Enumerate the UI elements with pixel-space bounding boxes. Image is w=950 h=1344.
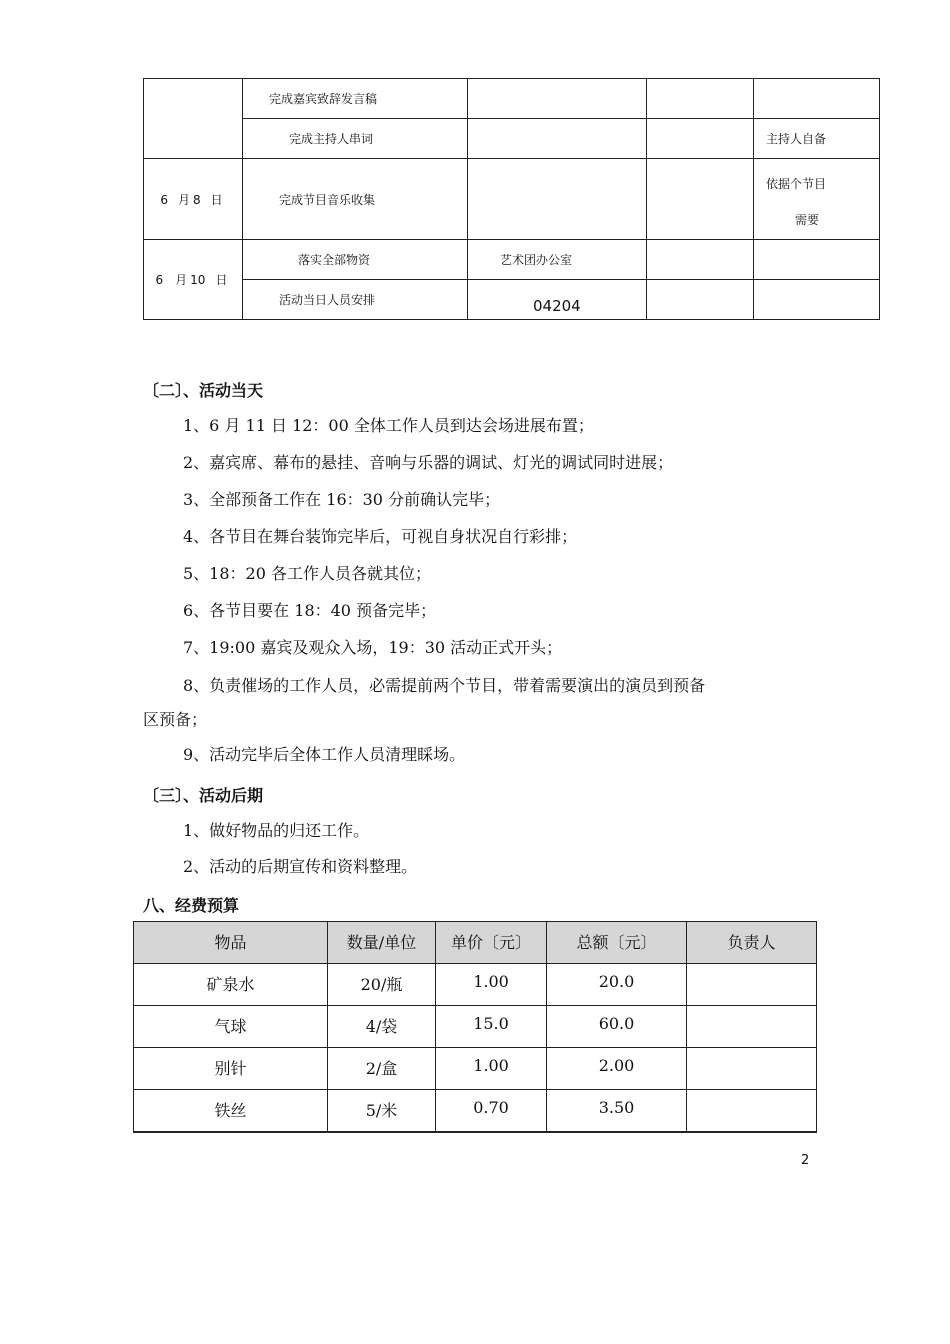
cell-item: 气球 — [134, 1006, 328, 1048]
list-item: 6、各节目要在 18：40 预备完毕； — [183, 601, 437, 620]
header-qty: 数量/单位 — [328, 922, 436, 964]
note-cell — [754, 280, 880, 320]
cell-total: 2.00 — [547, 1048, 687, 1090]
table-row — [144, 159, 880, 240]
table-row — [134, 1090, 817, 1133]
note-cell: 依据个节目 需要 — [754, 159, 880, 240]
cell-price: 0.70 — [436, 1090, 547, 1133]
table-row — [144, 79, 880, 119]
cell-price: 15.0 — [436, 1006, 547, 1048]
table-row — [144, 240, 880, 280]
col4-cell — [647, 159, 754, 240]
place-cell: 04204 — [468, 280, 647, 320]
note-cell — [754, 79, 880, 119]
task-cell: 落实全部物资 — [243, 240, 468, 280]
table-row — [134, 1006, 817, 1048]
table-row — [134, 1048, 817, 1090]
list-item: 9、活动完毕后全体工作人员清理睬场。 — [183, 745, 466, 764]
list-item: 1、做好物品的归还工作。 — [183, 821, 370, 840]
list-item: 7、19:00 嘉宾及观众入场，19：30 活动正式开头； — [183, 638, 563, 657]
col4-cell — [647, 119, 754, 159]
section-heading-day: 〔二〕、活动当天 — [143, 381, 264, 400]
cell-qty: 2/盒 — [328, 1048, 436, 1090]
header-owner: 负责人 — [687, 922, 817, 964]
list-item: 1、6 月 11 日 12：00 全体工作人员到达会场进展布置； — [183, 416, 594, 435]
list-item: 5、18：20 各工作人员各就其位； — [183, 564, 431, 583]
task-cell: 完成节目音乐收集 — [243, 159, 468, 240]
cell-item: 铁丝 — [134, 1090, 328, 1133]
col4-cell — [647, 240, 754, 280]
header-price: 单价〔元〕 — [436, 922, 547, 964]
cell-total: 3.50 — [547, 1090, 687, 1133]
cell-qty: 5/米 — [328, 1090, 436, 1133]
cell-price: 1.00 — [436, 964, 547, 1006]
list-item: 2、活动的后期宣传和资料整理。 — [183, 857, 418, 876]
section-heading-after: 〔三〕、活动后期 — [143, 786, 264, 805]
col4-cell — [647, 79, 754, 119]
table-row — [144, 280, 880, 320]
schedule-table — [143, 78, 880, 320]
cell-total: 60.0 — [547, 1006, 687, 1048]
table-header-row — [134, 922, 817, 964]
task-cell: 完成主持人串词 — [243, 119, 468, 159]
list-item: 3、全部预备工作在 16：30 分前确认完毕； — [183, 490, 501, 509]
task-cell: 完成嘉宾致辞发言稿 — [243, 79, 468, 119]
note-cell: 主持人自备 — [754, 119, 880, 159]
list-item: 4、各节目在舞台装饰完毕后，可视自身状况自行彩排； — [183, 527, 578, 546]
col4-cell — [647, 280, 754, 320]
cell-price: 1.00 — [436, 1048, 547, 1090]
cell-qty: 20/瓶 — [328, 964, 436, 1006]
header-item: 物品 — [134, 922, 328, 964]
cell-owner — [687, 1090, 817, 1133]
cell-item: 别针 — [134, 1048, 328, 1090]
date-cell: 6 月 10 日 — [144, 240, 243, 320]
table-row — [144, 119, 880, 159]
note-cell — [754, 240, 880, 280]
cell-qty: 4/袋 — [328, 1006, 436, 1048]
header-total: 总额〔元〕 — [547, 922, 687, 964]
date-cell — [144, 79, 243, 159]
date-cell: 6 月 8 日 — [144, 159, 243, 240]
place-cell — [468, 119, 647, 159]
place-cell: 艺术团办公室 — [468, 240, 647, 280]
list-item: 8、负责催场的工作人员，必需提前两个节目，带着需要演出的演员到预备 — [183, 676, 706, 695]
cell-owner — [687, 964, 817, 1006]
page-number: 2 — [801, 1153, 810, 1168]
table-row — [134, 964, 817, 1006]
cell-owner — [687, 1006, 817, 1048]
list-item: 2、嘉宾席、幕布的悬挂、音响与乐器的调试、灯光的调试同时进展； — [183, 453, 674, 472]
place-cell — [468, 79, 647, 119]
section-heading-budget: 八、经费预算 — [143, 896, 240, 915]
cell-owner — [687, 1048, 817, 1090]
task-cell: 活动当日人员安排 — [243, 280, 468, 320]
budget-table — [133, 921, 817, 1133]
list-item: 区预备； — [143, 710, 208, 729]
cell-total: 20.0 — [547, 964, 687, 1006]
place-cell — [468, 159, 647, 240]
cell-item: 矿泉水 — [134, 964, 328, 1006]
